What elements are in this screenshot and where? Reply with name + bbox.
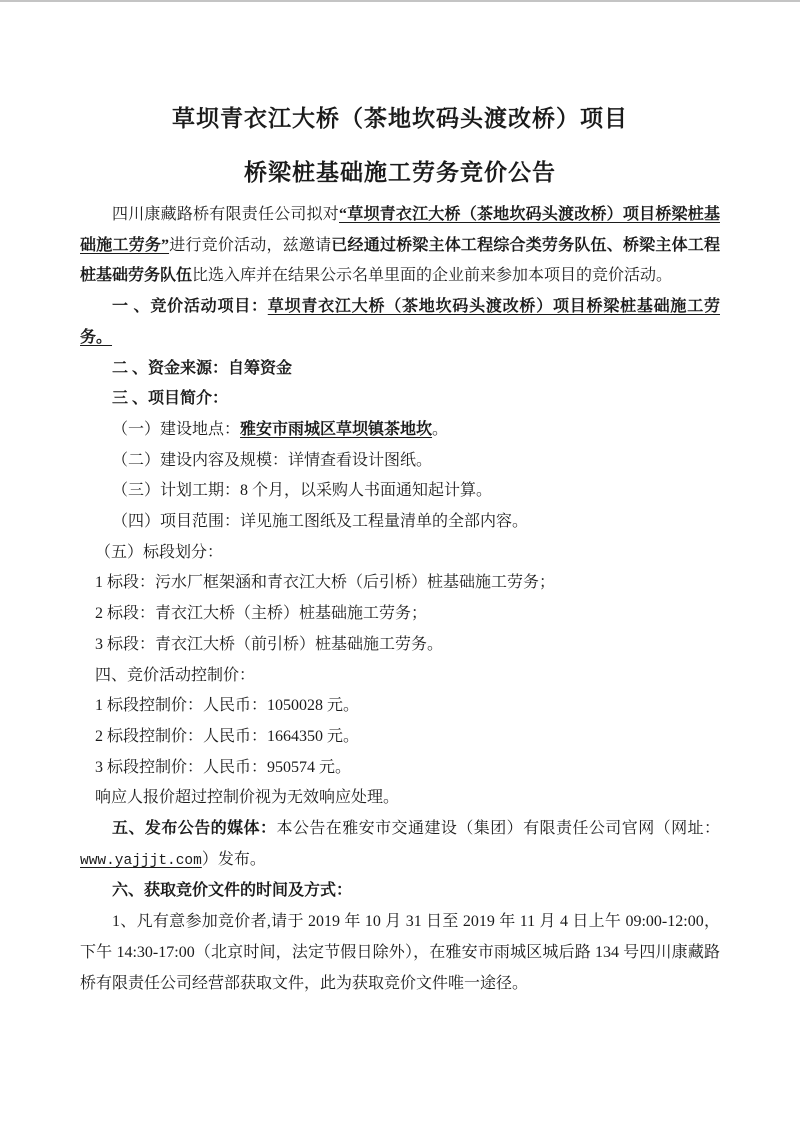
text-run: ）发布。: [201, 850, 266, 868]
text-run: （四）项目范围：详见施工图纸及工程量清单的全部内容。: [112, 513, 529, 531]
text-run: 。: [432, 420, 449, 438]
text-run: 一 、竞价活动项目：: [112, 298, 268, 316]
section-1-project-heading: [80, 292, 720, 353]
text-run: 四、竞价活动控制价：: [95, 666, 256, 684]
text-run: 3 标段：青衣江大桥（前引桥）桩基础施工劳务。: [95, 635, 444, 653]
text-run: 响应人报价超过控制价视为无效响应处理。: [95, 789, 400, 807]
item-1-construction-location: [80, 415, 720, 446]
text-run: 比选入库并在结果公示名单里面的企业前来参加本项目的竞价活动。: [192, 267, 673, 285]
text-run: 三 、项目简介：: [112, 390, 229, 408]
text-run: 1 标段控制价：人民币：1050028 元。: [95, 697, 360, 715]
section-5-announcement-media: [80, 814, 720, 876]
document-title: [80, 92, 720, 200]
text-run: 已经通过桥梁主体工程综合类劳务队伍、桥梁主体工程桩基础劳务队伍: [80, 236, 720, 285]
text-run: 2 标段控制价：人民币：1664350 元。: [95, 727, 360, 745]
text-run: （二）建设内容及规模：详情查看设计图纸。: [112, 451, 433, 469]
text-run: 本公告在雅安市交通建设（集团）有限责任公司官网（网址：: [276, 820, 720, 838]
text-run: （五）标段划分：: [95, 543, 224, 561]
control-price-section-3: [80, 753, 720, 784]
text-run: 3 标段控制价：人民币：950574 元。: [95, 758, 352, 776]
text-run: （三）计划工期：8 个月，以采购人书面通知起计算。: [112, 482, 493, 500]
control-price-section-2: [80, 722, 720, 753]
text-run: “草坝青衣江大桥（茶地坎码头渡改桥）项目桥梁桩基础施工劳务”: [80, 206, 720, 254]
text-run: 六、获取竞价文件的时间及方式：: [112, 882, 353, 900]
text-run: 四川康藏路桥有限责任公司拟对: [112, 206, 340, 223]
text-run: （一）建设地点：: [112, 420, 241, 438]
document-acquisition-paragraph: [80, 907, 720, 999]
section-6-document-acquisition-heading: [80, 876, 720, 907]
text-run: 五、发布公告的媒体：: [112, 820, 277, 838]
bid-section-1: [80, 568, 720, 599]
document-title-line-2: 桥梁桩基础施工劳务竞价公告: [244, 160, 556, 185]
item-2-construction-scope: [80, 446, 720, 477]
section-2-funding-source: [80, 354, 720, 385]
control-price-note: [80, 783, 720, 814]
bid-section-2: [80, 599, 720, 630]
text-run: 进行竞价活动，兹邀请: [169, 236, 332, 254]
text-run: 草坝青衣江大桥（茶地坎码头渡改桥）项目桥梁桩基础施工劳务。: [80, 298, 720, 346]
text-run: 2 标段：青衣江大桥（主桥）桩基础施工劳务；: [95, 605, 428, 623]
website-url: www.yajjjt.com: [80, 852, 202, 869]
bid-section-3: [80, 630, 720, 661]
section-3-project-overview-heading: [80, 384, 720, 415]
text-run: 雅安市雨城区草坝镇茶地坎: [240, 420, 433, 438]
item-5-section-division-heading: [80, 538, 720, 569]
item-3-planned-duration: [80, 476, 720, 507]
text-run: 1、凡有意参加竞价者,请于 2019 年 10 月 31 日至 2019 年 11 月 4 日上午 09:00-12:00，下午 14:30-17:00（北京时间，法定节假日除外），在雅安市雨城区城后路 134 号四川康藏路桥有限责任公司经营部获取文件，此为获取竞价文件唯一途径。: [80, 913, 720, 992]
document-body: [80, 200, 720, 999]
section-4-control-price-heading: [80, 661, 720, 692]
text-run: 二 、资金来源：自筹资金: [112, 359, 293, 377]
item-4-project-range: [80, 507, 720, 538]
text-run: 1 标段：污水厂框架涵和青衣江大桥（后引桥）桩基础施工劳务；: [95, 574, 556, 592]
document-title-line-1: 草坝青衣江大桥（茶地坎码头渡改桥）项目: [172, 106, 628, 131]
intro-paragraph: [80, 200, 720, 292]
control-price-section-1: [80, 691, 720, 722]
